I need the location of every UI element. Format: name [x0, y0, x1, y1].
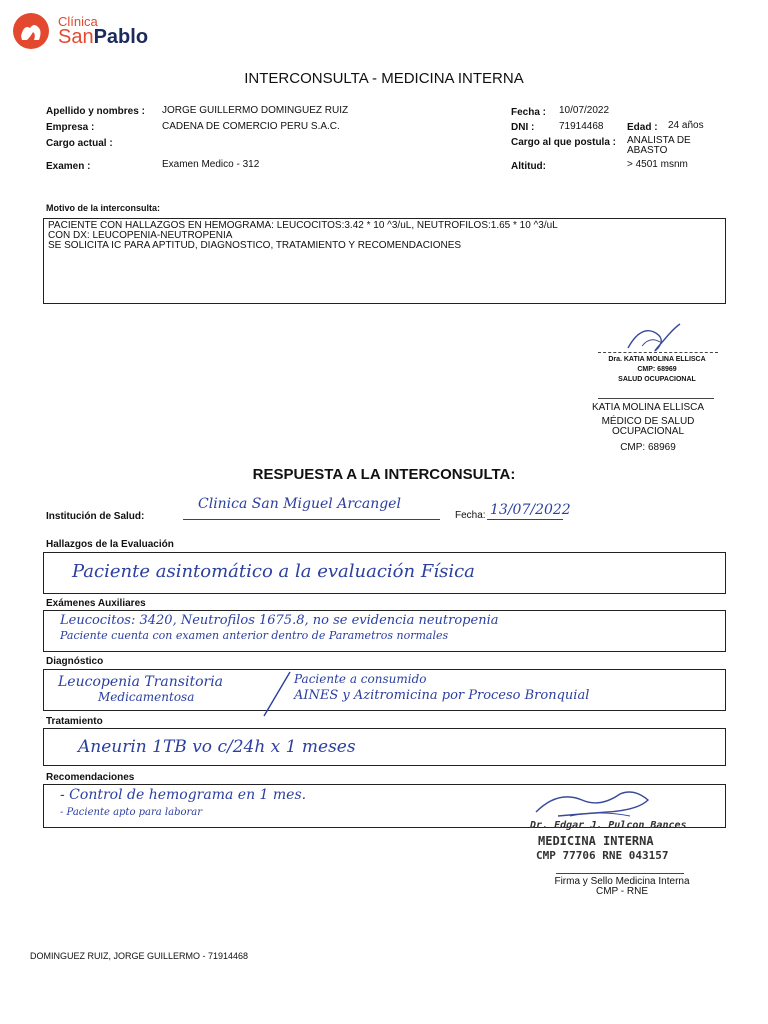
exam-value: Examen Medico - 312: [162, 159, 260, 170]
dni-label: DNI :: [511, 122, 535, 133]
int-sign-title: Firma y Sello Medicina Interna: [554, 876, 690, 887]
findings-text: Paciente asintomático a la evaluación Física: [72, 561, 475, 582]
age-value: 24 años: [668, 120, 704, 131]
occ-stamp-area: SALUD OCUPACIONAL: [618, 376, 696, 383]
name-value: JORGE GUILLERMO DOMINGUEZ RUIZ: [162, 105, 349, 116]
date-label: Fecha :: [511, 107, 547, 118]
response-date-line: [487, 519, 563, 520]
tx-text: Aneurin 1TB vo c/24h x 1 meses: [78, 737, 356, 757]
reason-line: CON DX: LEUCOPENIA-NEUTROPENIA: [48, 230, 233, 241]
exam-label: Examen :: [46, 161, 91, 172]
occ-signer-name: KATIA MOLINA ELLISCA: [591, 402, 705, 413]
age-label: Edad :: [627, 122, 658, 133]
footer-patient: DOMINGUEZ RUIZ, JORGE GUILLERMO - 71914468: [30, 951, 249, 961]
clinic-logo: [12, 12, 152, 52]
logo-line2: [58, 26, 148, 49]
apply-value: ANALISTA DE ABASTO: [627, 135, 691, 156]
occ-stamp: [592, 355, 722, 385]
occ-signer-role2: OCUPACIONAL: [611, 426, 685, 437]
int-sign: [540, 877, 704, 897]
occ-signer-cmp: CMP: 68969: [620, 442, 676, 453]
dx-left1: Leucopenia Transitoria: [58, 674, 224, 690]
dx-left2: Medicamentosa: [98, 690, 195, 704]
aux-box[interactable]: [43, 610, 726, 652]
response-date-value[interactable]: 13/07/2022: [490, 502, 571, 518]
occ-signer-role1: MÉDICO DE SALUD: [601, 416, 695, 427]
occ-stamp-name: Dra. KATIA MOLINA ELLISCA: [608, 356, 706, 363]
int-sign-cmp: CMP - RNE: [595, 886, 649, 897]
findings-label: Hallazgos de la Evaluación: [46, 539, 174, 550]
reason-text: [48, 221, 558, 251]
altitude-label: Altitud:: [511, 161, 546, 172]
dni-value: 71914468: [559, 121, 604, 132]
tx-box[interactable]: [43, 728, 726, 766]
logo-line1: Clínica: [58, 14, 98, 29]
response-date-label: Fecha:: [455, 510, 486, 521]
occ-stamp-cmp: CMP: 68969: [637, 366, 677, 373]
company-label: Empresa :: [46, 122, 95, 133]
dx-right2: AINES y Azitromicina por Proceso Bronquial: [294, 688, 590, 703]
dx-separator-icon: [256, 670, 296, 718]
company-value: CADENA DE COMERCIO PERU S.A.C.: [162, 121, 340, 132]
tx-label: Tratamiento: [46, 716, 103, 727]
dx-right1: Paciente a consumido: [294, 672, 427, 686]
institution-label: Institución de Salud:: [46, 511, 145, 522]
aux-line1: Leucocitos: 3420, Neutrofilos 1675.8, no se evidencia neutropenia: [60, 613, 499, 628]
position-label: Cargo actual :: [46, 138, 113, 149]
int-stamp-specialty: MEDICINA INTERNA: [538, 834, 654, 848]
rec-line1: - Control de hemograma en 1 mes.: [60, 787, 307, 803]
rec-label: Recomendaciones: [46, 772, 135, 783]
reason-line: SE SOLICITA IC PARA APTITUD, DIAGNOSTICO, TRATAMIENTO Y RECOMENDACIONES: [48, 240, 462, 251]
institution-line: [183, 519, 440, 520]
findings-box[interactable]: [43, 552, 726, 594]
response-title: RESPUESTA A LA INTERCONSULTA:: [252, 466, 516, 483]
reason-line: PACIENTE CON HALLAZGOS EN HEMOGRAMA: LEUCOCITOS:3.42 * 10 ^3/uL, NEUTROFILOS:1.65 * 10 ^3/uL: [48, 220, 558, 231]
int-stamp-cmp: CMP 77706 RNE 043157: [536, 849, 669, 862]
logo-pablo: Pablo: [93, 26, 149, 48]
logo-mark-icon: [12, 12, 50, 50]
aux-line2: Paciente cuenta con examen anterior dentro de Parametros normales: [60, 629, 449, 642]
int-sign-line: [556, 873, 684, 874]
reason-box: [43, 218, 726, 304]
aux-label: Exámenes Auxiliares: [46, 598, 146, 609]
dx-label: Diagnóstico: [46, 656, 104, 667]
logo-san: San: [58, 26, 94, 48]
page-title: INTERCONSULTA - MEDICINA INTERNA: [244, 70, 524, 87]
occ-sign-line: [598, 398, 714, 399]
name-label: Apellido y nombres :: [46, 106, 145, 117]
rec-line2: - Paciente apto para laborar: [60, 807, 203, 818]
occ-stamp-line: [598, 352, 718, 353]
altitude-value: > 4501 msnm: [627, 159, 688, 170]
reason-label: Motivo de la interconsulta:: [46, 203, 161, 213]
dx-box[interactable]: [43, 669, 726, 711]
apply-label: Cargo al que postula :: [511, 137, 617, 148]
date-value: 10/07/2022: [559, 105, 610, 116]
occ-signer: [578, 403, 718, 453]
institution-value[interactable]: Clinica San Miguel Arcangel: [198, 496, 401, 512]
int-stamp-name: Dr. Edgar J. Pulcon Bances: [530, 820, 687, 831]
